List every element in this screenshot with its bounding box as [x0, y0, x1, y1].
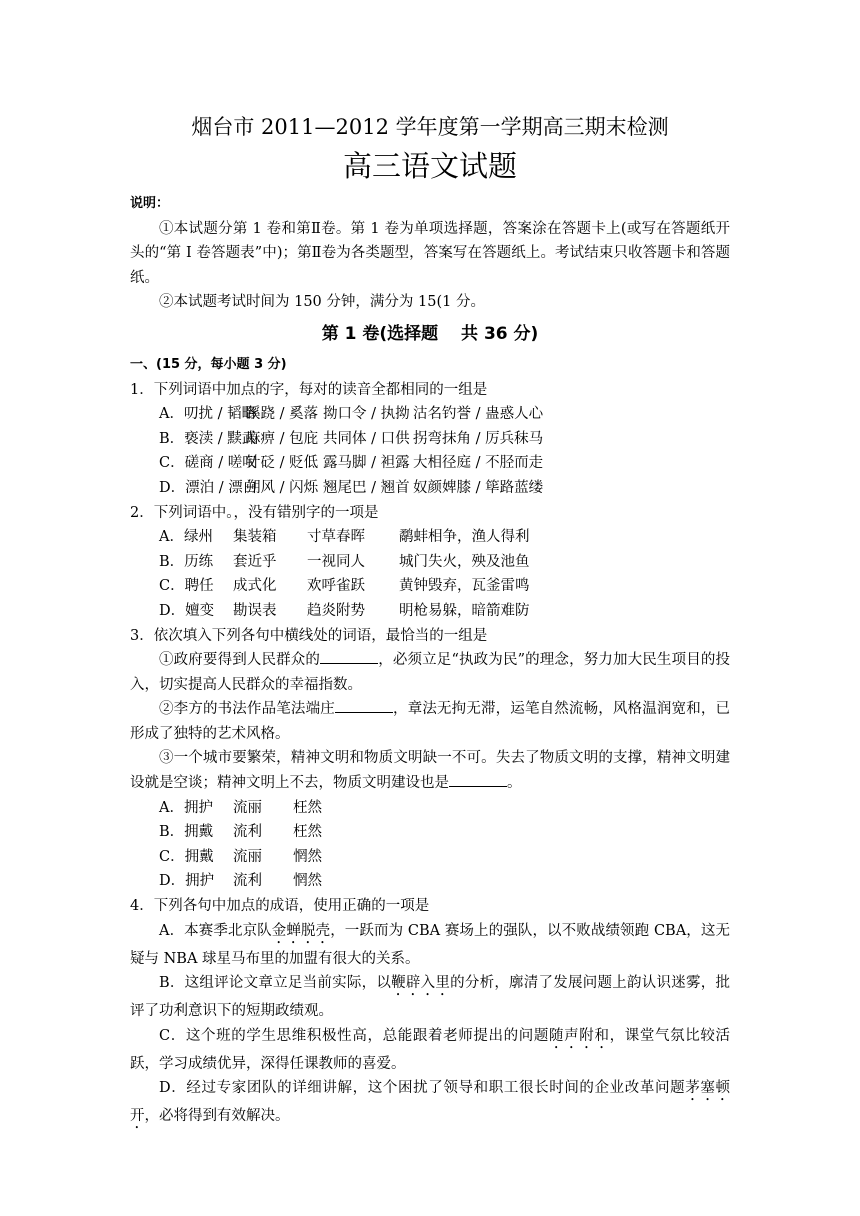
q2-option-c: C．聘任 成式化 欢呼雀跃 黄钟毁弃，瓦釜雷鸣: [159, 578, 530, 595]
dotted-idiom: 鞭辟入里: [391, 975, 451, 992]
answer-blank: [320, 649, 378, 664]
exam-title: 烟台市 2011—2012 学年度第一学期高三期末检测: [191, 115, 669, 139]
q3-option-a: A．拥护 流丽 枉然: [159, 799, 322, 816]
q4-option-a: A．本赛季北京队金蝉脱壳，一跃而为 CBA 赛场上的强队，以不败战绩领跑 CBA，这无疑与 NBA 球星马布里的加盟有很大的关系。: [130, 922, 730, 967]
q3-option-d: D．拥护 流利 惘然: [159, 873, 322, 890]
answer-blank: [335, 698, 393, 713]
dotted-idiom: 随声附和: [549, 1027, 610, 1044]
q3-sentence-2: ②李方的书法作品笔法端庄 ，章法无拘无滞，运笔自然流畅，风格温润宽和，已形成了独特的艺术风格。: [130, 697, 730, 746]
exam-page: [130, 112, 730, 1132]
q1-option-c: C．磋商 / 嗟叹 针砭 / 贬低 露马脚 / 袒露 大相径庭 / 不胫而走: [159, 455, 544, 472]
q4-stem: 4．下列各句中加点的成语，使用正确的一项是: [130, 898, 430, 915]
q3-sentence-1: ①政府要得到人民群众的 ，必须立足“执政为民”的理念，努力加大民生项目的投入，切实提高人民群众的幸福指数。: [130, 648, 730, 697]
q2-option-a: A．绿州 集装箱 寸草春晖 鹬蚌相争，渔人得利: [159, 529, 530, 546]
q1-stem: 1．下列词语中加点的字，每对的读音全都相同的一组是: [130, 381, 488, 398]
answer-blank: [449, 772, 507, 787]
q2-option-d: D．嬗变 勘误表 趋炎附势 明枪易躲，暗箭难防: [159, 602, 530, 619]
q3-option-c: C．拥戴 流丽 惘然: [159, 848, 322, 865]
q4-option-b: B．这组评论文章立足当前实际，以鞭辟入里的分析，廓清了发展问题上韵认识迷雾，批评了功利意识下的短期政绩观。: [130, 975, 731, 1020]
part-heading: 一、(15 分，每小题 3 分): [130, 356, 287, 372]
q1-option-a: A．叨扰 / 韬略 蹊跷 / 奚落 拗口令 / 执拗 沽名钓誉 / 蛊惑人心: [159, 406, 544, 423]
q3-option-b: B．拥戴 流利 枉然: [159, 824, 322, 841]
exam-subtitle: 高三语文试题: [342, 149, 517, 183]
section-title: 第 1 卷(选择题 共 36 分): [321, 323, 539, 344]
q1-option-b: B．亵渎 / 黩武 麻痹 / 包庇 共同体 / 口供 拐弯抹角 / 厉兵秣马: [159, 430, 544, 447]
dotted-idiom: 茅塞顿开: [130, 1080, 731, 1125]
q4-option-d: D．经过专家团队的详细讲解，这个困扰了领导和职工很长时间的企业改革问题茅塞顿开，必将得到有效解决。: [130, 1080, 731, 1125]
q3-stem: 3．依次填入下列各句中横线处的词语，最恰当的一组是: [130, 627, 488, 644]
q1-option-d: D．漂泊 / 漂白 朔风 / 闪烁 翘尾巴 / 翘首 奴颜婢膝 / 筚路蓝缕: [159, 479, 544, 496]
notes-paragraph-1: ①本试题分第 1 卷和第Ⅱ卷。第 1 卷为单项选择题，答案涂在答题卡上(或写在答题纸开头的“第 I 卷答题表”中)；第Ⅱ卷为各类题型，答案写在答题纸上。考试结束只收答题卡和答题纸。: [130, 220, 730, 286]
q2-option-b: B．历练 套近乎 一视同人 城门失火，殃及池鱼: [159, 553, 530, 570]
q3-sentence-3: ③一个城市要繁荣，精神文明和物质文明缺一不可。失去了物质文明的支撑，精神文明建设就是空谈；精神文明上不去，物质文明建设也是 。: [130, 750, 730, 792]
notes-paragraph-2: ②本试题考试时间为 150 分钟，满分为 15(1 分。: [159, 294, 485, 311]
dotted-idiom: 金蝉脱壳: [271, 922, 331, 939]
q4-option-c: C．这个班的学生思维积极性高，总能跟着老师提出的问题随声附和，课堂气氛比较活跃，学习成绩优异，深得任课教师的喜爱。: [130, 1027, 731, 1072]
q2-stem: 2．下列词语中。，没有错别字的一项是: [130, 504, 379, 521]
notes-label: 说明：: [130, 196, 170, 211]
